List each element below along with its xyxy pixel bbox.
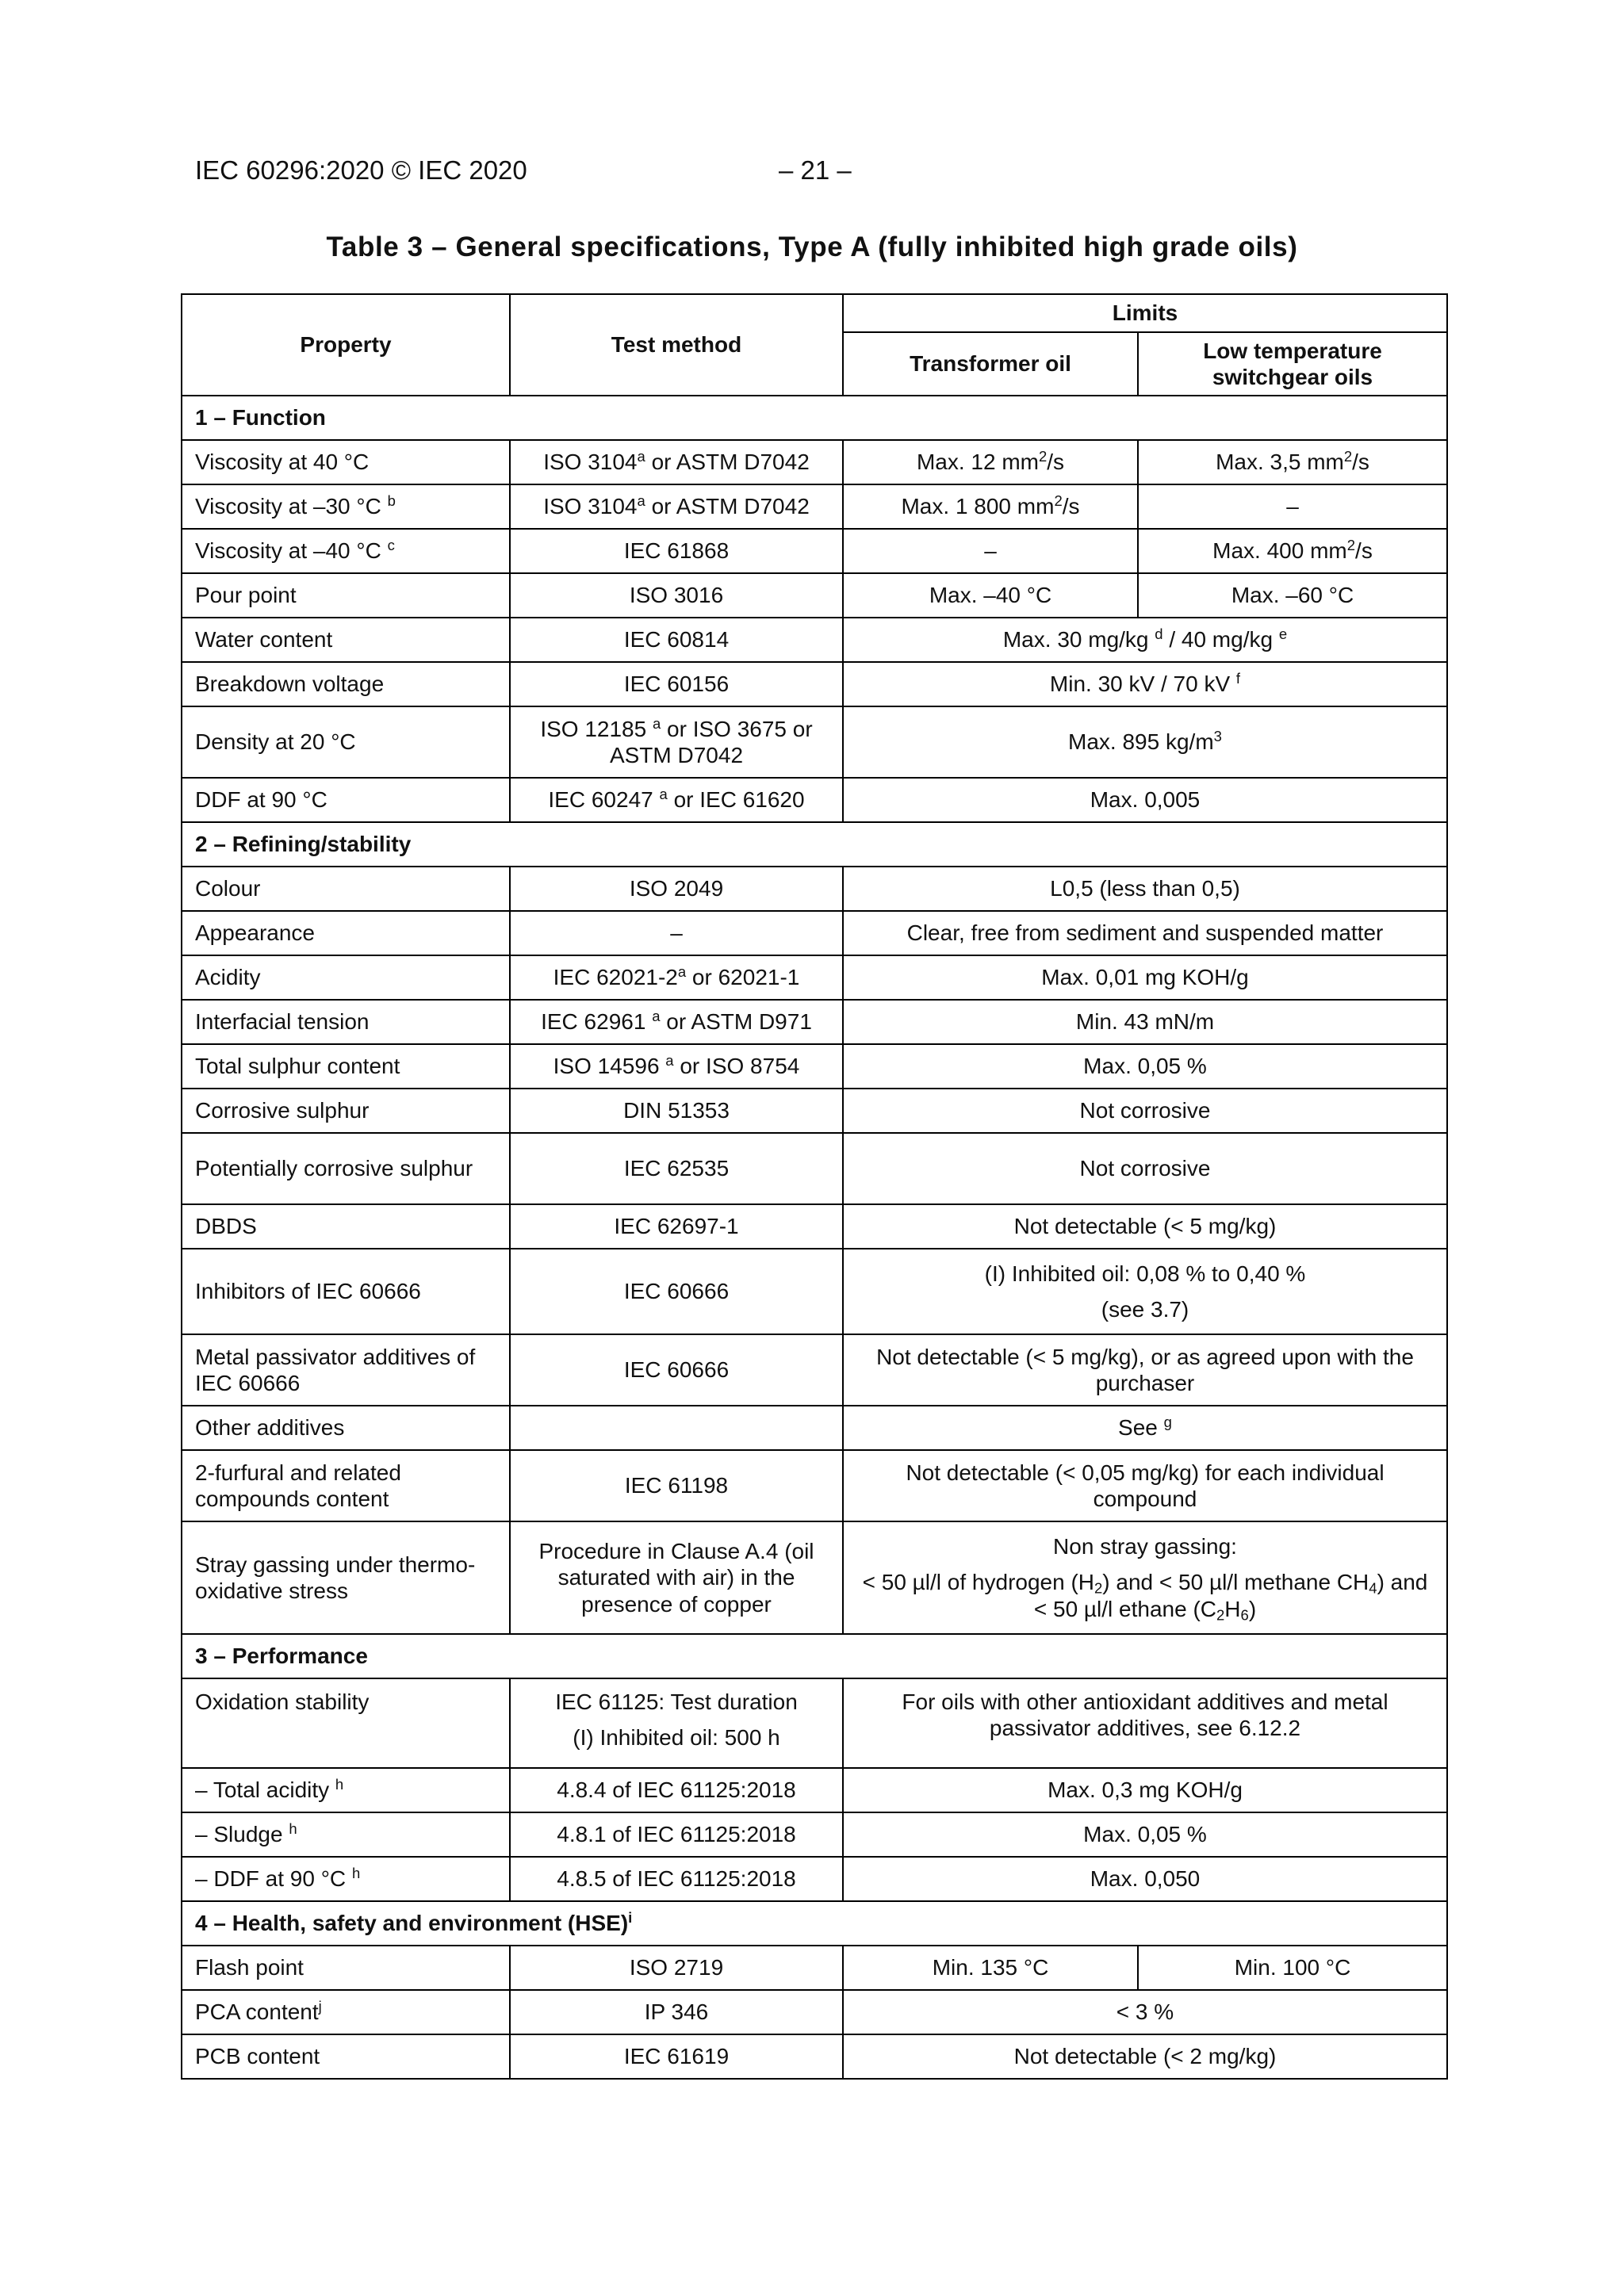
limit-cell: For oils with other antioxidant additives and metal passivator additives, see 6.12.2 xyxy=(843,1678,1447,1768)
method-cell: ISO 2719 xyxy=(510,1946,843,1990)
page-header xyxy=(195,155,1543,192)
method-cell: IEC 60666 xyxy=(510,1249,843,1334)
method-cell: IEC 62535 xyxy=(510,1133,843,1204)
section-heading: 3 – Performance xyxy=(182,1634,1447,1678)
method-cell: IEC 62697-1 xyxy=(510,1204,843,1249)
property-cell: Metal passivator additives of IEC 60666 xyxy=(182,1334,510,1406)
limit-cell: Min. 30 kV / 70 kV $^f$ xyxy=(843,662,1447,706)
method-cell: IEC 62021-2$^a$ or 62021-1 xyxy=(510,955,843,1000)
property-cell: – Total acidity $^h$ xyxy=(182,1768,510,1812)
method-cell xyxy=(510,1406,843,1450)
method-cell: IEC 60814 xyxy=(510,618,843,662)
low-temp-limit-cell: Min. 100 °C xyxy=(1138,1946,1447,1990)
table-row xyxy=(182,1768,1447,1812)
method-cell: IEC 61868 xyxy=(510,529,843,573)
transformer-limit-cell: Max. –40 °C xyxy=(843,573,1138,618)
table-row xyxy=(182,1133,1447,1204)
limit-cell: Max. 0,005 xyxy=(843,778,1447,822)
method-cell: ISO 2049 xyxy=(510,867,843,911)
low-temp-limit-cell: Max. 400 $mm^2/s$ xyxy=(1138,529,1447,573)
transformer-limit-cell: Max. 12 $mm^2/s$ xyxy=(843,440,1138,484)
property-cell: PCB content xyxy=(182,2034,510,2079)
table-row xyxy=(182,1812,1447,1857)
column-header-test-method: Test method xyxy=(510,294,843,396)
section-row xyxy=(182,1634,1447,1678)
limit-cell: Not corrosive xyxy=(843,1089,1447,1133)
transformer-limit-cell: Max. 1 800 $mm^2/s$ xyxy=(843,484,1138,529)
limit-cell: < 3 % xyxy=(843,1990,1447,2034)
limit-cell: See $^g$ xyxy=(843,1406,1447,1450)
table-title: Table 3 – General specifications, Type A (fully inhibited high grade oils) xyxy=(326,232,1298,262)
property-cell: Stray gassing under thermo-oxidative stress xyxy=(182,1521,510,1634)
method-cell: IEC 61125: Test duration (I) Inhibited oil: 500 h xyxy=(510,1678,843,1768)
property-cell: Interfacial tension xyxy=(182,1000,510,1044)
table-row xyxy=(182,867,1447,911)
table-row xyxy=(182,2034,1447,2079)
table-row xyxy=(182,662,1447,706)
method-cell: IEC 60247 $^a$ or IEC 61620 xyxy=(510,778,843,822)
property-cell: PCA content$^j$ xyxy=(182,1990,510,2034)
limit-cell: Max. 0,050 xyxy=(843,1857,1447,1901)
transformer-limit-cell: Min. 135 °C xyxy=(843,1946,1138,1990)
limit-cell: Max. 30 mg/kg $^d$ / 40 mg/kg $^e$ xyxy=(843,618,1447,662)
property-cell: Total sulphur content xyxy=(182,1044,510,1089)
limit-cell: Not detectable (< 5 mg/kg), or as agreed upon with the purchaser xyxy=(843,1334,1447,1406)
method-cell: ISO 12185 $^a$ or ISO 3675 or ASTM D7042 xyxy=(510,706,843,778)
document-reference: IEC 60296:2020 © IEC 2020 xyxy=(195,155,527,185)
property-cell: Breakdown voltage xyxy=(182,662,510,706)
table-row xyxy=(182,706,1447,778)
property-cell: Viscosity at –30 °C $^b$ xyxy=(182,484,510,529)
section-row xyxy=(182,1901,1447,1946)
table-row xyxy=(182,1678,1447,1768)
table-row xyxy=(182,1204,1447,1249)
table-row xyxy=(182,911,1447,955)
property-cell: 2-furfural and related compounds content xyxy=(182,1450,510,1521)
method-cell: IEC 61619 xyxy=(510,2034,843,2079)
column-header-low-temperature: Low temperature switchgear oils xyxy=(1138,332,1447,396)
property-cell: Pour point xyxy=(182,573,510,618)
table-row xyxy=(182,1450,1447,1521)
property-cell: Potentially corrosive sulphur xyxy=(182,1133,510,1204)
table-row xyxy=(182,1089,1447,1133)
table-row xyxy=(182,440,1447,484)
method-cell: ISO 3104$^a$ or ASTM D7042 xyxy=(510,440,843,484)
table-row xyxy=(182,778,1447,822)
low-temp-limit-cell: Max. –60 °C xyxy=(1138,573,1447,618)
table-row xyxy=(182,484,1447,529)
property-cell: Appearance xyxy=(182,911,510,955)
table-row xyxy=(182,1990,1447,2034)
table-row xyxy=(182,573,1447,618)
property-cell: Flash point xyxy=(182,1946,510,1990)
method-cell: 4.8.1 of IEC 61125:2018 xyxy=(510,1812,843,1857)
limit-cell: Not corrosive xyxy=(843,1133,1447,1204)
limit-cell: (I) Inhibited oil: 0,08 % to 0,40 % (see 3.7) xyxy=(843,1249,1447,1334)
method-cell: IP 346 xyxy=(510,1990,843,2034)
page-number: – 21 – xyxy=(779,155,852,185)
limit-cell: Max. 0,3 mg KOH/g xyxy=(843,1768,1447,1812)
property-cell: DDF at 90 °C xyxy=(182,778,510,822)
section-row xyxy=(182,396,1447,440)
section-heading: 2 – Refining/stability xyxy=(182,822,1447,867)
section-heading: 1 – Function xyxy=(182,396,1447,440)
table-row xyxy=(182,1334,1447,1406)
limit-cell: Not detectable (< 2 mg/kg) xyxy=(843,2034,1447,2079)
property-cell: Density at 20 °C xyxy=(182,706,510,778)
header-row-1 xyxy=(182,294,1447,332)
table-row xyxy=(182,1000,1447,1044)
method-cell: IEC 60666 xyxy=(510,1334,843,1406)
property-cell: Oxidation stability xyxy=(182,1678,510,1768)
section-heading: 4 – Health, safety and environment (HSE)$^i$ xyxy=(182,1901,1447,1946)
method-cell: DIN 51353 xyxy=(510,1089,843,1133)
method-cell: – xyxy=(510,911,843,955)
limit-cell: Max. 0,05 % xyxy=(843,1044,1447,1089)
method-cell: 4.8.5 of IEC 61125:2018 xyxy=(510,1857,843,1901)
table-row xyxy=(182,1946,1447,1990)
low-temp-limit-cell: Max. 3,5 $mm^2/s$ xyxy=(1138,440,1447,484)
property-cell: Water content xyxy=(182,618,510,662)
method-cell: Procedure in Clause A.4 (oil saturated with air) in the presence of copper xyxy=(510,1521,843,1634)
property-cell: Acidity xyxy=(182,955,510,1000)
column-header-property: Property xyxy=(182,294,510,396)
limit-cell: Max. 0,01 mg KOH/g xyxy=(843,955,1447,1000)
table-row xyxy=(182,1249,1447,1334)
table-row xyxy=(182,529,1447,573)
method-cell: ISO 3104$^a$ or ASTM D7042 xyxy=(510,484,843,529)
table-row xyxy=(182,618,1447,662)
method-cell: IEC 61198 xyxy=(510,1450,843,1521)
limit-cell: Not detectable (< 5 mg/kg) xyxy=(843,1204,1447,1249)
limit-cell: Non stray gassing: < 50 µl/l of hydrogen $(H_2)$ and < 50 µl/l methane $CH_4$) and < 50 µl/l ethane $(C_2H_6)$ xyxy=(843,1521,1447,1634)
low-temp-limit-cell: – xyxy=(1138,484,1447,529)
property-cell: Inhibitors of IEC 60666 xyxy=(182,1249,510,1334)
method-cell: 4.8.4 of IEC 61125:2018 xyxy=(510,1768,843,1812)
limit-cell: Max. 895 $kg/m^3$ xyxy=(843,706,1447,778)
column-header-limits: Limits xyxy=(843,294,1447,332)
method-cell: IEC 62961 $^a$ or ASTM D971 xyxy=(510,1000,843,1044)
method-cell: IEC 60156 xyxy=(510,662,843,706)
transformer-limit-cell: – xyxy=(843,529,1138,573)
column-header-transformer-oil: Transformer oil xyxy=(843,332,1138,396)
limit-cell: Min. 43 mN/m xyxy=(843,1000,1447,1044)
method-cell: ISO 3016 xyxy=(510,573,843,618)
table-row xyxy=(182,955,1447,1000)
property-cell: – Sludge $^h$ xyxy=(182,1812,510,1857)
property-cell: Corrosive sulphur xyxy=(182,1089,510,1133)
limit-cell: Max. 0,05 % xyxy=(843,1812,1447,1857)
limit-cell: Not detectable (< 0,05 mg/kg) for each individual compound xyxy=(843,1450,1447,1521)
specifications-table xyxy=(181,293,1448,2080)
limit-cell: L0,5 (less than 0,5) xyxy=(843,867,1447,911)
section-row xyxy=(182,822,1447,867)
table-row xyxy=(182,1044,1447,1089)
limit-cell: Clear, free from sediment and suspended matter xyxy=(843,911,1447,955)
method-cell: ISO 14596 $^a$ or ISO 8754 xyxy=(510,1044,843,1089)
table-row xyxy=(182,1406,1447,1450)
table-row xyxy=(182,1857,1447,1901)
property-cell: Colour xyxy=(182,867,510,911)
property-cell: Other additives xyxy=(182,1406,510,1450)
property-cell: Viscosity at –40 °C $^c$ xyxy=(182,529,510,573)
table-row xyxy=(182,1521,1447,1634)
property-cell: – DDF at 90 °C $^h$ xyxy=(182,1857,510,1901)
property-cell: DBDS xyxy=(182,1204,510,1249)
property-cell: Viscosity at 40 °C xyxy=(182,440,510,484)
